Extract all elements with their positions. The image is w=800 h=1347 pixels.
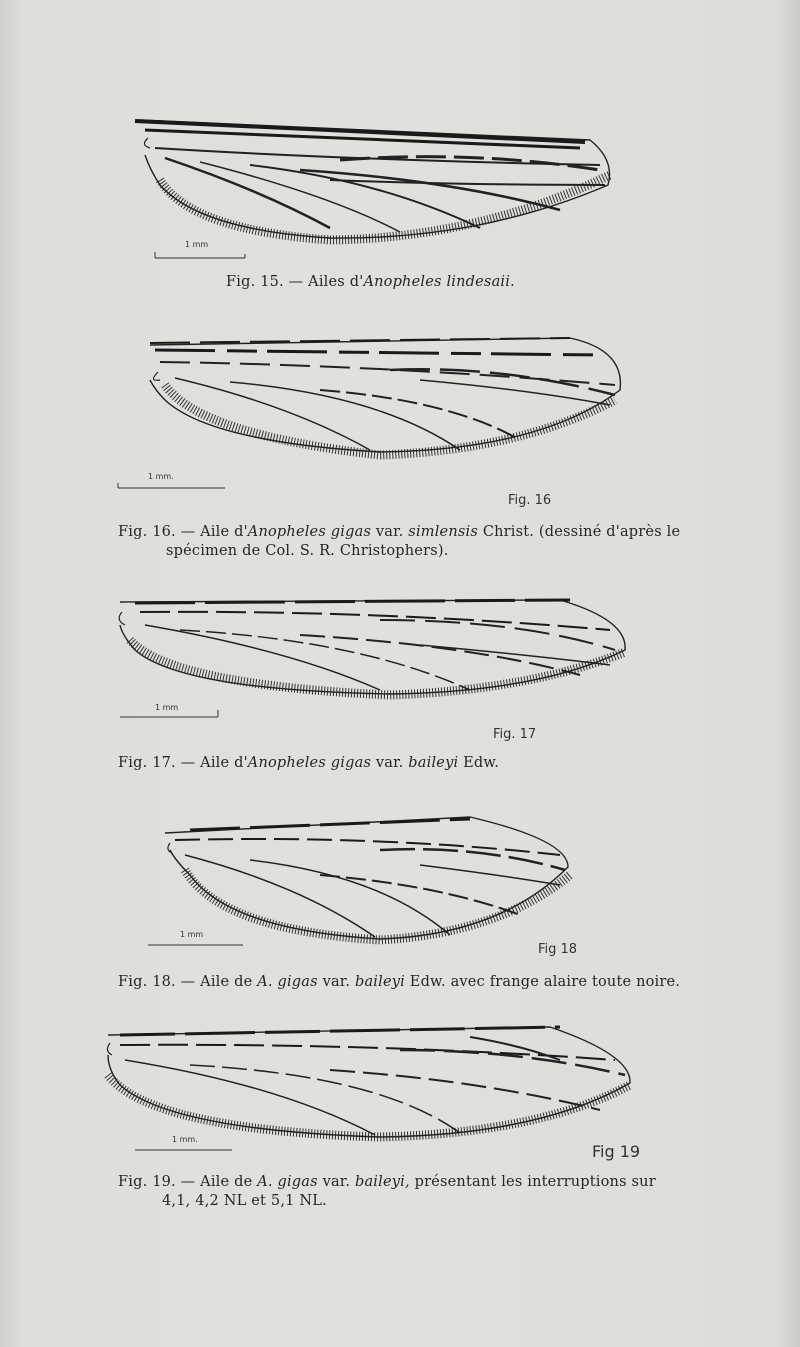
wing-drawing-17 [0, 590, 800, 740]
handwritten-figure-label: Fig 19 [592, 1142, 641, 1161]
handwritten-figure-label: Fig 18 [538, 942, 578, 957]
figure-caption: Fig. 15. — Ailes d'Anopheles lindesaii. [226, 274, 515, 290]
figure-caption: Fig. 19. — Aile de A. gigas var. baileyi, présentant les interruptions sur 4,1, 4,2 NL et 5,1 NL. [118, 1174, 656, 1209]
figure-15 [0, 0, 800, 310]
scale-label: 1 mm [155, 703, 179, 712]
scale-label: 1 mm [180, 930, 204, 939]
figure-caption: Fig. 17. — Aile d'Anopheles gigas var. baileyi Edw. [118, 755, 500, 771]
wing-drawing-15 [0, 0, 800, 310]
figure-19 [0, 1015, 800, 1215]
scale-label: 1 mm. [172, 1135, 198, 1144]
wing-drawing-19 [0, 1015, 800, 1165]
figure-18 [0, 805, 800, 995]
figure-16 [0, 310, 800, 590]
figure-caption: Fig. 18. — Aile de A. gigas var. baileyi Edw. avec frange alaire toute noire. [118, 974, 681, 990]
scale-label: 1 mm [185, 240, 209, 249]
scale-label: 1 mm. [148, 472, 174, 481]
figure-caption: Fig. 16. — Aile d'Anopheles gigas var. simlensis Christ. (dessiné d'après le spécimen de Col. S. R. Christophers). [118, 524, 681, 559]
wing-drawing-18 [0, 805, 800, 955]
handwritten-figure-label: Fig. 17 [493, 727, 537, 742]
figure-17 [0, 590, 800, 790]
handwritten-figure-label: Fig. 16 [508, 493, 552, 508]
wing-drawing-16 [0, 310, 800, 510]
